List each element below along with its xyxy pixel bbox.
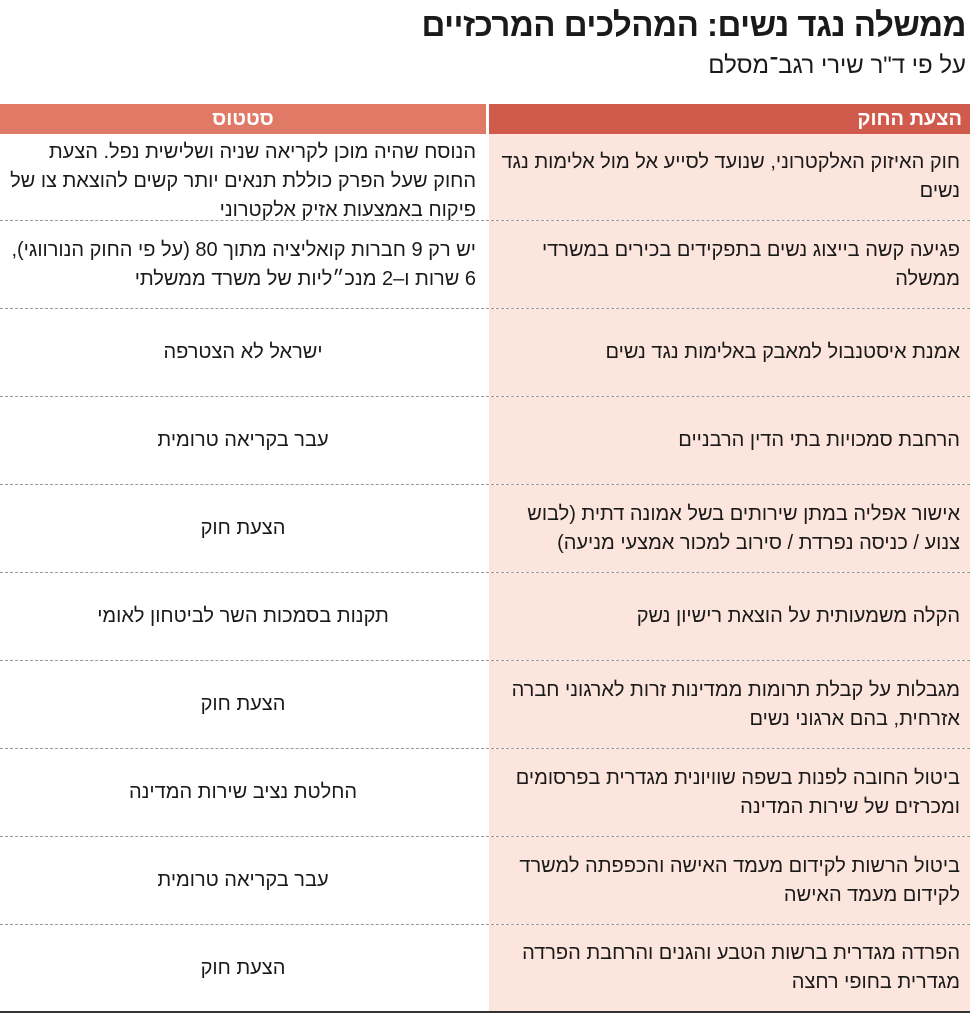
table-row [0,397,970,485]
status-cell: יש רק 9 חברות קואליציה מתוך 80 (על פי החוק הנורווגי), 6 שרות ו–2 מנכ״ליות של משרד ממשלתי [0,221,486,308]
law-cell: הרחבת סמכויות בתי הדין הרבניים [486,397,970,484]
status-cell: הצעת חוק [0,661,486,748]
status-cell: הצעת חוק [0,485,486,572]
law-cell: הקלה משמעותית על הוצאת רישיון נשק [486,573,970,660]
table-row [0,573,970,661]
table-row [0,661,970,749]
status-cell: תקנות בסמכות השר לביטחון לאומי [0,573,486,660]
table-row [0,134,970,221]
status-cell: עבר בקריאה טרומית [0,397,486,484]
table-header [0,104,970,134]
law-cell: פגיעה קשה בייצוג נשים בתפקידים בכירים במשרדי ממשלה [486,221,970,308]
table-row [0,309,970,397]
header [0,0,970,104]
page-title: ממשלה נגד נשים: המהלכים המרכזיים [421,6,966,43]
table-row [0,925,970,1013]
table-body [0,134,970,1013]
law-cell: הפרדה מגדרית ברשות הטבע והגנים והרחבת הפרדה מגדרית בחופי רחצה [486,925,970,1011]
law-cell: חוק האיזוק האלקטרוני, שנועד לסייע אל מול אלימות נגד נשים [486,134,970,220]
law-cell: אמנת איסטנבול למאבק באלימות נגד נשים [486,309,970,396]
column-header-status: סטטוס [0,104,486,134]
column-header-law: הצעת החוק [486,104,970,134]
law-cell: מגבלות על קבלת תרומות ממדינות זרות לארגוני חברה אזרחית, בהם ארגוני נשים [486,661,970,748]
status-cell: ישראל לא הצטרפה [0,309,486,396]
law-cell: ביטול החובה לפנות בשפה שוויונית מגדרית בפרסומים ומכרזים של שירות המדינה [486,749,970,836]
status-cell: החלטת נציב שירות המדינה [0,749,486,836]
status-cell: עבר בקריאה טרומית [0,837,486,924]
table-row [0,485,970,573]
status-cell: הצעת חוק [0,925,486,1011]
law-cell: אישור אפליה במתן שירותים בשל אמונה דתית (לבוש צנוע / כניסה נפרדת / סירוב למכור אמצעי מניעה) [486,485,970,572]
table-row [0,221,970,309]
table-row [0,837,970,925]
page-subtitle: על פי ד"ר שירי רגב־מסלם [708,52,966,79]
law-cell: ביטול הרשות לקידום מעמד האישה והכפפתה למשרד לקידום מעמד האישה [486,837,970,924]
laws-table [0,104,970,1013]
status-cell: הנוסח שהיה מוכן לקריאה שניה ושלישית נפל. הצעת החוק שעל הפרק כוללת תנאים יותר קשים להוצאת צו של פיקוח באמצעות אזיק אלקטרוני [0,134,486,220]
table-row [0,749,970,837]
